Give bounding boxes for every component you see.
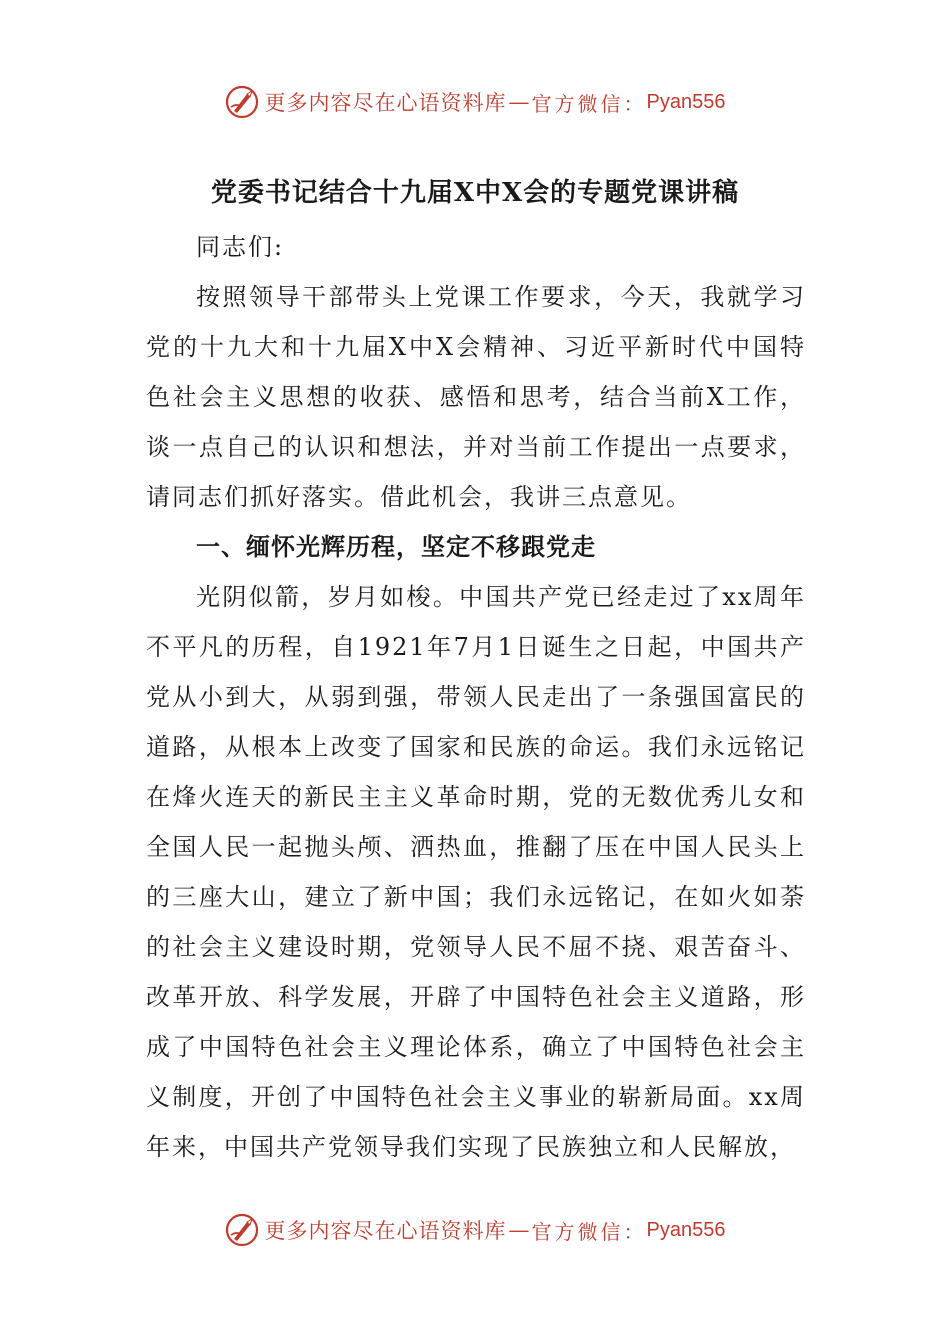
quill-pen-logo-icon bbox=[225, 1213, 259, 1247]
section-heading: 一、缅怀光辉历程，坚定不移跟党走 bbox=[196, 533, 596, 561]
watermark-wechat-id: Pyan556 bbox=[646, 1218, 726, 1241]
document-title: 党委书记结合十九届X中X会的专题党课讲稿 bbox=[210, 178, 740, 208]
paragraph: 按照领导干部带头上党课工作要求，今天，我就学习党的十九大和十九届X中X会精神、习近平新时代中国特色社会主义思想的收获、感悟和思考，结合当前X工作，谈一点自己的认识和想法，并对当前工作提出一点要求，请同志们抓好落实。借此机会，我讲三点意见。 bbox=[146, 283, 806, 511]
paragraph: 光阴似箭，岁月如梭。中国共产党已经走过了xx周年不平凡的历程，自1921年7月1日诞生之日起，中国共产党从小到大，从弱到强，带领人民走出了一条强国富民的道路，从根本上改变了国家和民族的命运。我们永远铭记在烽火连天的新民主主义革命时期，党的无数优秀儿女和全国人民一起抛头颅、洒热血，推翻了压在中国人民头上的三座大山，建立了新中国；我们永远铭记，在如火如荼的社会主义建设时期，党领导人民不屈不挠、艰苦奋斗、改革开放、科学发展，开辟了中国特色社会主义道路，形成了中国特色社会主义理论体系，确立了中国特色社会主义制度，开创了中国特色社会主义事业的崭新局面。xx周年来，中国共产党领导我们实现了民族独立和人民解放， bbox=[146, 583, 806, 1161]
watermark-wechat-id: Pyan556 bbox=[646, 90, 726, 113]
watermark-text: 更多内容尽在心语资料库 bbox=[264, 91, 507, 115]
watermark-dash: — bbox=[508, 90, 530, 114]
watermark-wechat-label: 官方微信： bbox=[531, 91, 647, 116]
watermark-dash: — bbox=[508, 1218, 530, 1242]
watermark-wechat-label: 官方微信： bbox=[531, 1219, 647, 1244]
document-body bbox=[146, 222, 806, 1172]
greeting: 同志们: bbox=[196, 233, 285, 261]
quill-pen-logo-icon bbox=[225, 85, 259, 119]
watermark-text: 更多内容尽在心语资料库 bbox=[264, 1219, 507, 1243]
watermark-banner-bottom bbox=[0, 1208, 950, 1252]
watermark-banner-top bbox=[0, 80, 950, 124]
